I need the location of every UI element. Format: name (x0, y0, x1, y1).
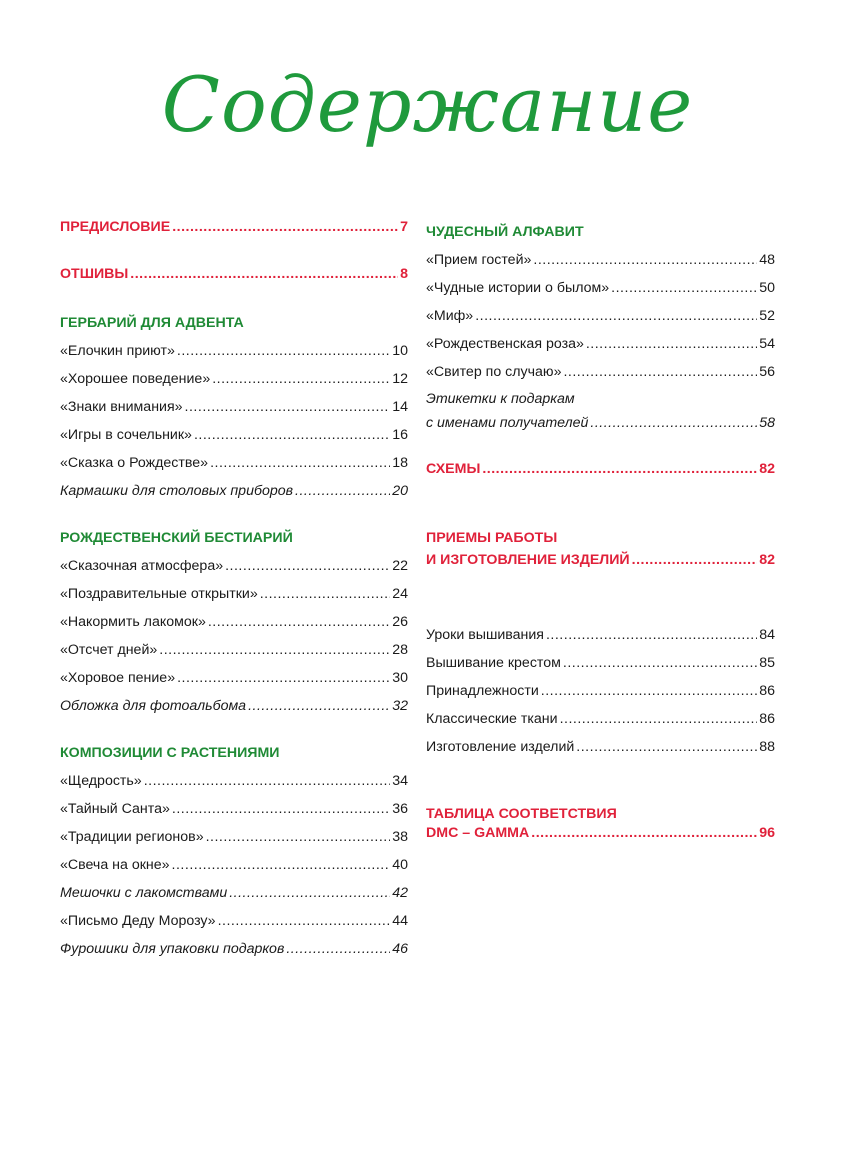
toc-entry-page: 54 (759, 336, 775, 352)
leader-dots (475, 305, 757, 327)
toc-entry-label: «Игры в сочельник» (60, 427, 192, 443)
toc-entry-page: 28 (392, 642, 408, 658)
toc-entry-page: 96 (759, 825, 775, 841)
toc-entry-labels-line1[interactable] (426, 388, 775, 410)
toc-entry-page: 26 (392, 614, 408, 630)
leader-dots (229, 882, 390, 904)
leader-dots (159, 639, 390, 661)
toc-entry[interactable] (60, 854, 408, 876)
toc-entry[interactable] (60, 910, 408, 932)
toc-entry-label: Фурошики для упаковки подарков (60, 941, 285, 957)
toc-entry[interactable] (60, 555, 408, 577)
leader-dots (611, 277, 757, 299)
toc-entry-page: 52 (759, 308, 775, 324)
leader-dots (482, 458, 757, 480)
leader-dots (194, 424, 390, 446)
leader-dots (590, 412, 757, 434)
leader-dots (172, 216, 398, 238)
toc-entry-table[interactable] (426, 822, 775, 844)
toc-entry-page: 56 (759, 364, 775, 380)
toc-entry-label: «Свитер по случаю» (426, 364, 562, 380)
toc-entry-page: 32 (392, 698, 408, 714)
toc-entry-page: 82 (759, 552, 775, 568)
toc-entry-page: 50 (759, 280, 775, 296)
toc-entry-label: «Знаки внимания» (60, 399, 183, 415)
toc-entry-page: 46 (392, 941, 408, 957)
toc-entry-label: «Накормить лакомок» (60, 614, 206, 630)
toc-entry[interactable] (60, 340, 408, 362)
toc-entry-label: Изготовление изделий (426, 739, 575, 755)
toc-entry-page: 7 (400, 219, 408, 235)
toc-entry-label: «Рождественская роза» (426, 336, 584, 352)
toc-entry-page: 24 (392, 586, 408, 602)
toc-entry-label: ОТШИВЫ (60, 266, 129, 282)
toc-entry-page: 30 (392, 670, 408, 686)
toc-entry[interactable] (60, 424, 408, 446)
section-heading: РОЖДЕСТВЕНСКИЙ БЕСТИАРИЙ (60, 530, 293, 546)
leader-dots (130, 263, 398, 285)
leader-dots (172, 854, 391, 876)
leader-dots (286, 938, 390, 960)
leader-dots (560, 708, 758, 730)
toc-entry[interactable] (60, 695, 408, 717)
toc-entry-label: «Традиции регионов» (60, 829, 204, 845)
leader-dots (212, 368, 390, 390)
toc-entry-label: Кармашки для столовых приборов (60, 483, 294, 499)
toc-entry[interactable] (426, 249, 775, 271)
toc-entry-label: «Щедрость» (60, 773, 142, 789)
toc-entry-label: «Сказка о Рождестве» (60, 455, 209, 471)
leader-dots (144, 770, 391, 792)
toc-entry[interactable] (60, 396, 408, 418)
leader-dots (586, 333, 757, 355)
toc-entry[interactable] (426, 680, 775, 702)
leader-dots (185, 396, 391, 418)
toc-entry[interactable] (60, 583, 408, 605)
toc-entry[interactable] (426, 361, 775, 383)
toc-entry-label: «Свеча на окне» (60, 857, 170, 873)
toc-entry-label: «Миф» (426, 308, 474, 324)
leader-dots (260, 583, 391, 605)
section-heading-techniques: ПРИЕМЫ РАБОТЫ (426, 530, 558, 546)
toc-entry[interactable] (426, 333, 775, 355)
toc-entry-label: «Хоровое пение» (60, 670, 176, 686)
toc-entry-schemes[interactable] (426, 458, 775, 480)
toc-entry-label: «Чудные истории о былом» (426, 280, 610, 296)
toc-entry-page: 58 (759, 415, 775, 431)
toc-entry-label: СХЕМЫ (426, 461, 481, 477)
toc-entry-label: Мешочки с лакомствами (60, 885, 228, 901)
toc-entry-label: «Тайный Санта» (60, 801, 170, 817)
toc-entry-page: 40 (392, 857, 408, 873)
toc-entry-label: Принадлежности (426, 683, 539, 699)
toc-entry-page: 12 (392, 371, 408, 387)
leader-dots (563, 361, 757, 383)
toc-entry[interactable] (60, 938, 408, 960)
toc-entry-page: 86 (759, 711, 775, 727)
toc-entry-page: 85 (759, 655, 775, 671)
toc-entry-page: 48 (759, 252, 775, 268)
section-heading: ЧУДЕСНЫЙ АЛФАВИТ (426, 224, 584, 240)
toc-entry-label: «Сказочная атмосфера» (60, 558, 224, 574)
leader-dots (576, 736, 757, 758)
toc-entry-label: «Поздравительные открытки» (60, 586, 258, 602)
toc-entry-page: 18 (392, 455, 408, 471)
toc-entry-techniques[interactable] (426, 549, 775, 571)
leader-dots (172, 798, 390, 820)
toc-entry-page: 42 (392, 885, 408, 901)
toc-entry-reviews[interactable] (60, 263, 408, 285)
leader-dots (206, 826, 391, 848)
leader-dots (218, 910, 391, 932)
toc-entry[interactable] (60, 667, 408, 689)
leader-dots (541, 680, 757, 702)
toc-entry-page: 44 (392, 913, 408, 929)
page-title: Содержание (161, 60, 694, 149)
toc-entry[interactable] (60, 826, 408, 848)
toc-entry[interactable] (60, 770, 408, 792)
toc-entry-label: DMC – GAMMA (426, 825, 530, 841)
toc-entry-page: 20 (392, 483, 408, 499)
toc-entry[interactable] (426, 652, 775, 674)
toc-entry-label: «Елочкин приют» (60, 343, 175, 359)
toc-entry[interactable] (60, 368, 408, 390)
toc-entry-label: «Отсчет дней» (60, 642, 158, 658)
toc-entry-label: «Прием гостей» (426, 252, 532, 268)
toc-entry-label: И ИЗГОТОВЛЕНИЕ ИЗДЕЛИЙ (426, 552, 630, 568)
section-heading-table: ТАБЛИЦА СООТВЕТСТВИЯ (426, 806, 617, 822)
leader-dots (531, 822, 757, 844)
toc-entry-page: 84 (759, 627, 775, 643)
leader-dots (248, 695, 390, 717)
leader-dots (295, 480, 390, 502)
toc-entry-page: 36 (392, 801, 408, 817)
toc-entry-label: Этикетки к подаркам (426, 391, 575, 407)
toc-entry-page: 82 (759, 461, 775, 477)
toc-entry-page: 38 (392, 829, 408, 845)
toc-entry-label: ПРЕДИСЛОВИЕ (60, 219, 171, 235)
toc-entry-page: 86 (759, 683, 775, 699)
toc-entry[interactable] (426, 624, 775, 646)
section-heading: КОМПОЗИЦИИ С РАСТЕНИЯМИ (60, 745, 280, 761)
toc-entry-label: с именами получателей (426, 415, 589, 431)
toc-entry-page: 16 (392, 427, 408, 443)
leader-dots (208, 611, 390, 633)
toc-entry-page: 10 (392, 343, 408, 359)
leader-dots (210, 452, 390, 474)
toc-entry-label: Вышивание крестом (426, 655, 561, 671)
leader-dots (533, 249, 757, 271)
toc-entry[interactable] (60, 452, 408, 474)
toc-entry-page: 34 (392, 773, 408, 789)
leader-dots (177, 667, 390, 689)
toc-entry-preface[interactable] (60, 216, 408, 238)
section-heading: ГЕРБАРИЙ ДЛЯ АДВЕНТА (60, 315, 244, 331)
toc-entry[interactable] (60, 639, 408, 661)
leader-dots (177, 340, 390, 362)
leader-dots (225, 555, 390, 577)
toc-entry-label: «Хорошее поведение» (60, 371, 211, 387)
toc-entry-page: 14 (392, 399, 408, 415)
leader-dots (546, 624, 757, 646)
toc-entry-labels[interactable] (426, 412, 775, 434)
toc-entry-page: 22 (392, 558, 408, 574)
toc-entry-label: «Письмо Деду Морозу» (60, 913, 216, 929)
toc-entry[interactable] (60, 480, 408, 502)
leader-dots (563, 652, 757, 674)
toc-entry[interactable] (60, 611, 408, 633)
toc-entry-label: Классические ткани (426, 711, 558, 727)
leader-dots (632, 549, 758, 571)
toc-entry-page: 88 (759, 739, 775, 755)
toc-entry[interactable] (426, 277, 775, 299)
toc-entry[interactable] (60, 798, 408, 820)
toc-entry[interactable] (60, 882, 408, 904)
toc-entry[interactable] (426, 708, 775, 730)
toc-entry-label: Обложка для фотоальбома (60, 698, 247, 714)
toc-entry[interactable] (426, 305, 775, 327)
toc-entry[interactable] (426, 736, 775, 758)
toc-entry-page: 8 (400, 266, 408, 282)
toc-entry-label: Уроки вышивания (426, 627, 544, 643)
